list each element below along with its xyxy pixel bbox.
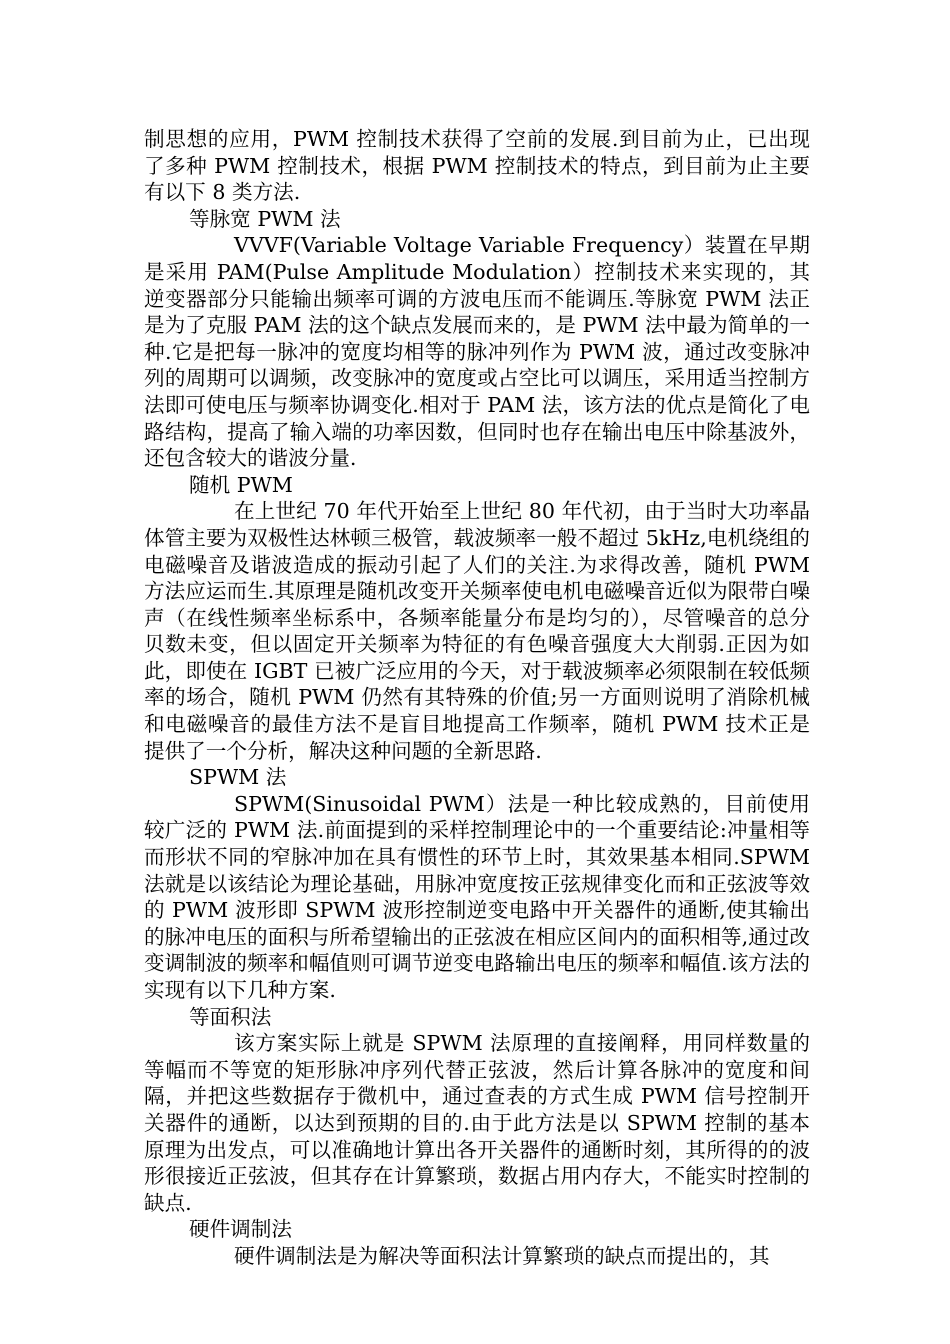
paragraph-intro: 制思想的应用，PWM 控制技术获得了空前的发展.到目前为止，已出现了多种 PWM 控制技术，根据 PWM 控制技术的特点，到目前为止主要有以下 8 类方法. (144, 127, 810, 205)
section-heading-spwm: SPWM 法 (189, 765, 287, 790)
document-page (144, 126, 810, 1270)
section-heading-hardware-modulation: 硬件调制法 (189, 1217, 292, 1242)
section-heading-equal-area: 等面积法 (189, 1004, 272, 1029)
paragraph-spwm: SPWM(Sinusoidal PWM）法是一种比较成熟的，目前使用较广泛的 PWM 法.前面提到的采样控制理论中的一个重要结论:冲量相等而形状不同的窄脉冲加在具有惯性的环节上时，其效果基本相同.SPWM 法就是以该结论为理论基础，用脉冲宽度按正弦规律变化而和正弦波等效的 PWM 波形即 SPWM 波形控制逆变电路中开关器件的通断,使其输出的脉冲电压的面积与所希望输出的正弦波在相应区间内的面积相等,通过改变调制波的频率和幅值则可调节逆变电路输出电压的频率和幅值.该方法的实现有以下几种方案. (144, 791, 810, 1002)
section-heading-random-pwm: 随机 PWM (189, 472, 293, 497)
section-heading-equal-pulse-width: 等脉宽 PWM 法 (189, 206, 341, 231)
paragraph-equal-area: 该方案实际上就是 SPWM 法原理的直接阐释，用同样数量的等幅而不等宽的矩形脉冲序列代替正弦波，然后计算各脉冲的宽度和间隔，并把这些数据存于微机中，通过查表的方式生成 PWM 信号控制开关器件的通断，以达到预期的目的.由于此方法是以 SPWM 控制的基本原理为出发点，可以准确地计算出各开关器件的通断时刻，其所得的的波形很接近正弦波，但其存在计算繁琐，数据占用内存大，不能实时控制的缺点. (144, 1031, 810, 1215)
paragraph-equal-pulse-width: VVVF(Variable Voltage Variable Frequency）装置在早期是采用 PAM(Pulse Amplitude Modulation）控制技术来实现的，其逆变器部分只能输出频率可调的方波电压而不能调压.等脉宽 PWM 法正是为了克服 PAM 法的这个缺点发展而来的，是 PWM 法中最为简单的一种.它是把每一脉冲的宽度均相等的脉冲列作为 PWM 波，通过改变脉冲列的周期可以调频，改变脉冲的宽度或占空比可以调压，采用适当控制方法即可使电压与频率协调变化.相对于 PAM 法，该方法的优点是简化了电路结构，提高了输入端的功率因数，但同时也存在输出电压中除基波外，还包含较大的谐波分量. (144, 233, 810, 471)
paragraph-hardware-modulation: 硬件调制法是为解决等面积法计算繁琐的缺点而提出的，其 (234, 1243, 770, 1268)
paragraph-random-pwm: 在上世纪 70 年代开始至上世纪 80 年代初，由于当时大功率晶体管主要为双极性达林顿三极管，载波频率一般不超过 5kHz,电机绕组的电磁噪音及谐波造成的振动引起了人们的关注.为求得改善，随机 PWM 方法应运而生.其原理是随机改变开关频率使电机电磁噪音近似为限带白噪声（在线性频率坐标系中，各频率能量分布是均匀的），尽管噪音的总分贝数未变，但以固定开关频率为特征的有色噪音强度大大削弱.正因为如此，即使在 IGBT 已被广泛应用的今天，对于载波频率必须限制在较低频率的场合，随机 PWM 仍然有其特殊的价值;另一方面则说明了消除机械和电磁噪音的最佳方法不是盲目地提高工作频率，随机 PWM 技术正是提供了一个分析，解决这种问题的全新思路. (144, 499, 810, 763)
